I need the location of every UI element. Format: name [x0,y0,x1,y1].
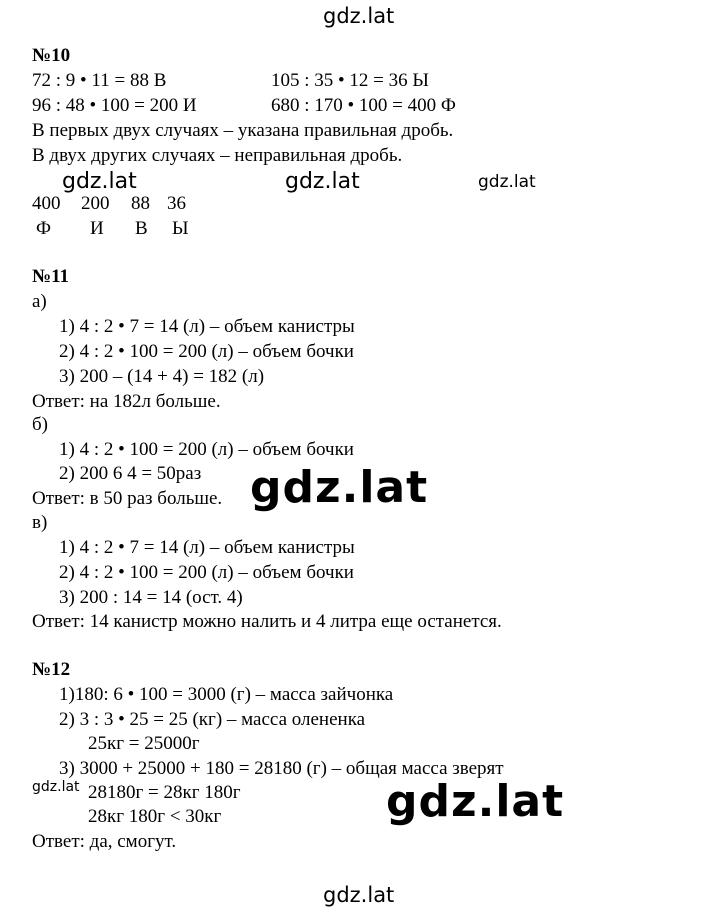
task11-part-a-line: 2) 4 : 2 • 100 = 200 (л) – объем бочки [59,341,354,362]
task10-number: 88 [131,193,150,214]
task11-part-a-line: 1) 4 : 2 • 7 = 14 (л) – объем канистры [59,316,355,337]
task12-answer: Ответ: да, смогут. [32,831,177,852]
task10-text-1: В первых двух случаях – указана правильная дробь. [32,120,454,141]
task11-part-c-answer: Ответ: 14 канистр можно налить и 4 литра еще останется. [32,611,502,632]
task10-heading: №10 [32,45,71,66]
task12-line: 28кг 180г < 30кг [88,806,222,827]
task11-part-c-line: 1) 4 : 2 • 7 = 14 (л) – объем канистры [59,537,355,558]
task11-part-b-line: 2) 200 6 4 = 50раз [59,463,202,484]
task11-heading: №11 [32,266,70,287]
task10-equation-3: 96 : 48 • 100 = 200 И [32,95,197,116]
task10-number: 36 [167,193,186,214]
task10-letter: Ы [172,218,189,239]
watermark-bottom: gdz.lat [323,883,395,907]
task11-part-c-label: в) [32,512,48,533]
task11-part-a-label: а) [32,291,47,312]
task11-part-b-label: б) [32,414,48,435]
task11-part-a-line: 3) 200 – (14 + 4) = 182 (л) [59,366,265,387]
watermark-top: gdz.lat [323,4,395,28]
watermark-big-2: gdz.lat [386,776,565,827]
task10-number: 200 [81,193,110,214]
task11-part-a-answer: Ответ: на 182л больше. [32,391,221,412]
task12-line: 25кг = 25000г [88,733,200,754]
task10-text-2: В двух других случаях – неправильная дробь. [32,145,403,166]
watermark-big-1: gdz.lat [250,462,429,513]
task11-part-c-line: 3) 200 : 14 = 14 (ост. 4) [59,587,243,608]
task10-letter: Ф [36,218,52,239]
task10-letter: В [135,218,148,239]
task12-line: 2) 3 : 3 • 25 = 25 (кг) – масса олененка [59,709,366,730]
watermark-small-2: gdz.lat [285,169,360,194]
task10-equation-2: 105 : 35 • 12 = 36 Ы [271,70,429,91]
task11-part-c-line: 2) 4 : 2 • 100 = 200 (л) – объем бочки [59,562,354,583]
task12-heading: №12 [32,659,71,680]
task12-line: 28180г = 28кг 180г [88,782,241,803]
watermark-tiny: gdz.lat [32,779,80,795]
task10-letter: И [90,218,104,239]
watermark-small-1: gdz.lat [62,169,137,194]
task10-equation-4: 680 : 170 • 100 = 400 Ф [271,95,456,116]
task11-part-b-line: 1) 4 : 2 • 100 = 200 (л) – объем бочки [59,439,354,460]
task10-equation-1: 72 : 9 • 11 = 88 В [32,70,167,91]
task12-line: 3) 3000 + 25000 + 180 = 28180 (г) – общая масса зверят [59,758,504,779]
task10-number: 400 [32,193,61,214]
watermark-small-3: gdz.lat [478,172,536,192]
task12-line: 1)180: 6 • 100 = 3000 (г) – масса зайчонка [59,684,394,705]
task11-part-b-answer: Ответ: в 50 раз больше. [32,488,223,509]
